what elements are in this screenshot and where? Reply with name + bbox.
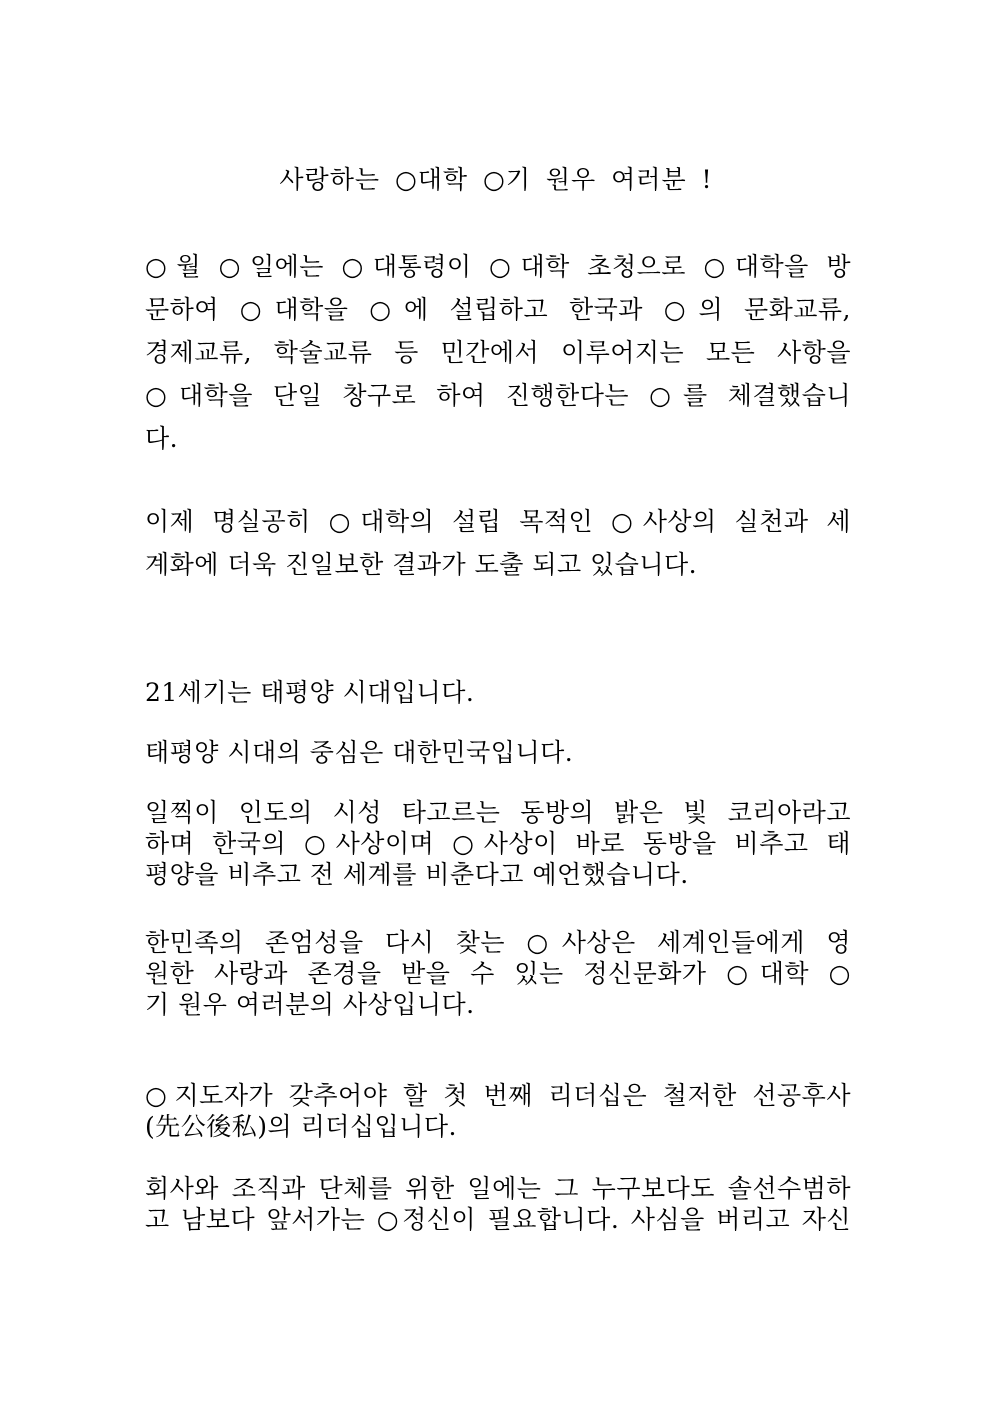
paragraph-tagore [145, 797, 851, 890]
text-line: 평양을 비추고 전 세계를 비춘다고 예언했습니다. [145, 860, 689, 889]
paragraph-dignity [145, 927, 851, 1020]
text-line: 한민족의 존엄성을 다시 찾는 ○사상은 세계인들에게 영 [145, 928, 851, 957]
text-line: 고 남보다 앞서가는 ○정신이 필요합니다. 사심을 버리고 자신 [145, 1205, 851, 1234]
paragraph-leading-by-example [145, 1173, 851, 1235]
text-line: ○지도자가 갖추어야 할 첫 번째 리더십은 철저한 선공후사 [145, 1081, 851, 1110]
paragraph-pacific-era [145, 671, 851, 714]
paragraph-leadership [145, 1080, 851, 1142]
text-line: 하며 한국의 ○사상이며 ○사상이 바로 동방을 비추고 태 [145, 829, 851, 858]
text-line: (先公後私)의 리더십입니다. [145, 1112, 457, 1141]
paragraph-agreement [145, 245, 851, 460]
text-line: ○월 ○일에는 ○대통령이 ○대학 초청으로 ○대학을 방 [145, 252, 851, 281]
text-line: 경제교류, 학술교류 등 민간에서 이루어지는 모든 사항을 [145, 338, 851, 367]
text-line: 21세기는 태평양 시대입니다. [145, 678, 475, 707]
paragraph-korea-center [145, 731, 851, 774]
text-line: ○대학을 단일 창구로 하여 진행한다는 ○를 체결했습니 [145, 381, 851, 410]
text-line: 기 원우 여러분의 사상입니다. [145, 990, 475, 1019]
text-line: 원한 사랑과 존경을 받을 수 있는 정신문화가 ○대학 ○ [145, 959, 851, 988]
text-line: 일찍이 인도의 시성 타고르는 동방의 밝은 빛 코리아라고 [145, 798, 851, 827]
text-line: 다. [145, 424, 179, 453]
paragraph-founding-purpose [145, 500, 851, 586]
text-line: 태평양 시대의 중심은 대한민국입니다. [145, 738, 574, 767]
document-title: 사랑하는 ○대학 ○기 원우 여러분 ! [279, 165, 713, 194]
text-line: 문하여 ○대학을 ○에 설립하고 한국과 ○의 문화교류, [145, 295, 851, 324]
text-line: 이제 명실공히 ○대학의 설립 목적인 ○사상의 실천과 세 [145, 507, 851, 536]
text-line: 계화에 더욱 진일보한 결과가 도출 되고 있습니다. [145, 550, 698, 579]
text-line: 회사와 조직과 단체를 위한 일에는 그 누구보다도 솔선수범하 [145, 1174, 851, 1203]
